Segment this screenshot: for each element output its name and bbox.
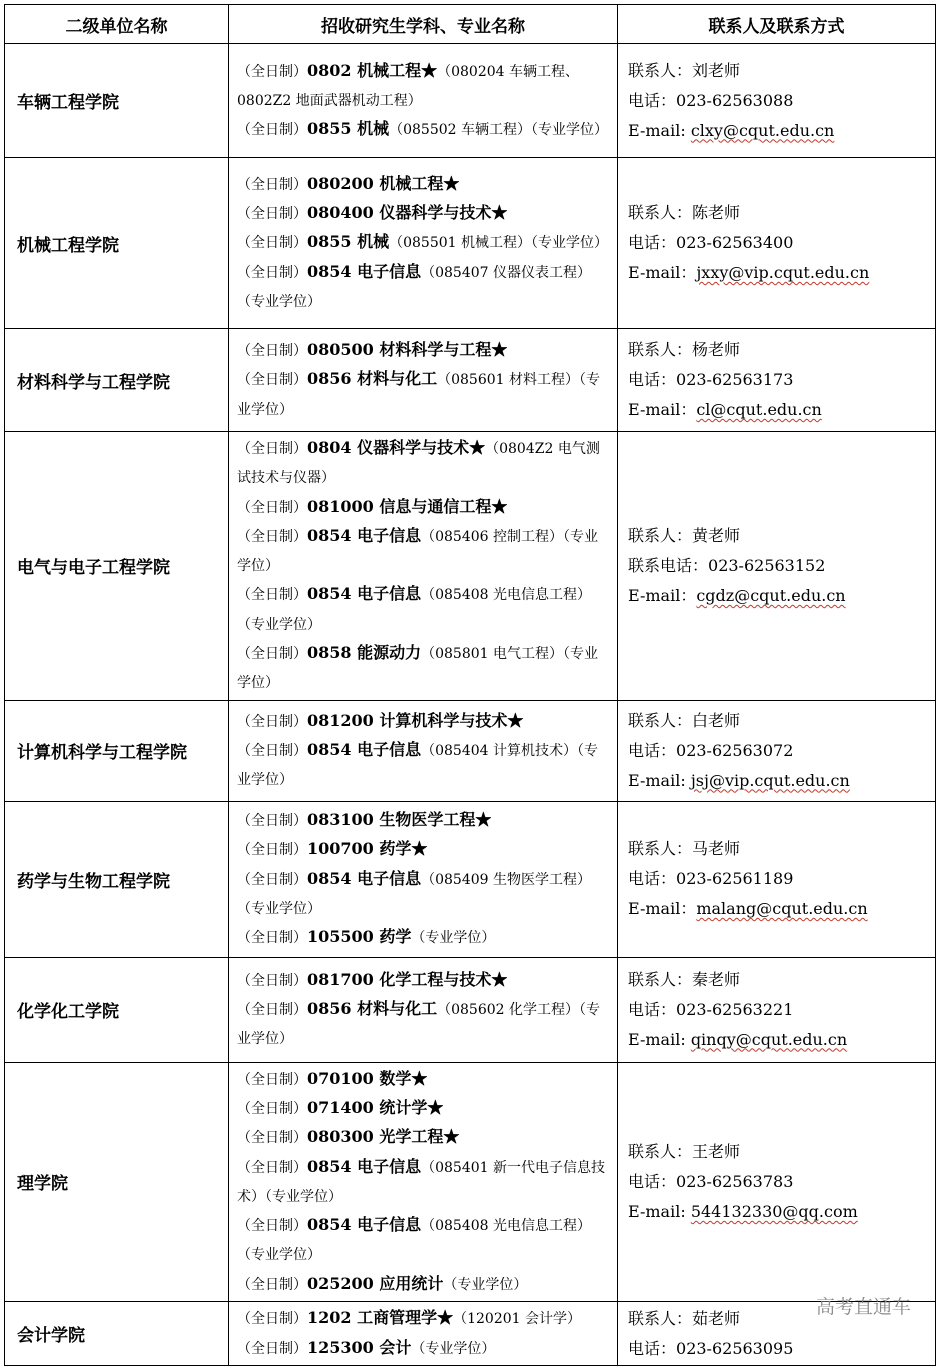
program-main: 081700 化学工程与技术★ [307, 969, 508, 989]
program-mode: （全日制） [237, 972, 307, 989]
unit-name: 材料科学与工程学院 [5, 329, 229, 432]
program-item [237, 580, 611, 639]
program-mode: （全日制） [237, 1340, 307, 1357]
program-main: 0804 仪器科学与技术★ [307, 438, 486, 457]
phone-number: 023-62563221 [676, 999, 794, 1019]
table-row [5, 329, 936, 432]
email-label: E-mail: [628, 1029, 691, 1049]
program-main: 0855 机械 [307, 232, 390, 252]
phone-number: 023-62563088 [676, 90, 794, 110]
program-note: （085408 光电信息工程）（专业学位） [237, 587, 592, 633]
email-label: E-mail： [628, 585, 697, 605]
program-list [229, 1062, 618, 1301]
program-list [229, 44, 618, 158]
program-main: 0854 电子信息 [307, 584, 422, 604]
email-address[interactable]: malang@cqut.edu.cn [696, 899, 868, 919]
program-note: （085406 控制工程）（专业学位） [237, 528, 599, 575]
program-main: 0856 材料与化工 [307, 999, 438, 1019]
contact-person: 联系人：秦老师 [628, 969, 741, 989]
program-main: 025200 应用统计 [307, 1273, 444, 1293]
program-mode: （全日制） [237, 528, 307, 545]
program-main: 070100 数学★ [307, 1068, 428, 1088]
contact-cell [618, 329, 936, 432]
program-item [237, 1153, 611, 1212]
program-list [229, 432, 618, 701]
contact-email-line [628, 581, 935, 611]
program-list [229, 1302, 618, 1366]
email-address[interactable]: clxy@cqut.edu.cn [690, 120, 835, 140]
program-mode: （全日制） [237, 1130, 307, 1147]
program-main: 083100 生物医学工程★ [307, 809, 492, 829]
program-main: 0802 机械工程★ [307, 60, 438, 80]
program-note: （085502 车辆工程）（专业学位） [389, 122, 609, 139]
table-row [5, 957, 936, 1062]
email-address[interactable]: cl@cqut.edu.cn [696, 400, 822, 419]
program-mode: （全日制） [237, 499, 307, 516]
contact-cell [618, 44, 936, 158]
email-label: E-mail: [628, 120, 691, 140]
program-list [229, 158, 618, 329]
unit-name: 理学院 [5, 1062, 229, 1301]
program-main: 105500 药学 [307, 927, 412, 947]
program-main: 0854 电子信息 [307, 1156, 422, 1176]
program-note: （085408 光电信息工程）（专业学位） [237, 1218, 592, 1264]
program-note: （085801 电气工程）（专业学位） [237, 646, 599, 692]
program-mode: （全日制） [237, 587, 307, 604]
program-main: 0854 电子信息 [307, 1215, 422, 1235]
contact-phone-line [628, 228, 935, 258]
program-main: 071400 统计学★ [307, 1097, 444, 1117]
program-mode: （全日制） [237, 1311, 307, 1328]
contact-phone-line [628, 1334, 935, 1364]
phone-label: 电话： [628, 370, 677, 389]
contact-email-line [628, 766, 935, 796]
phone-number: 023-62563400 [676, 233, 794, 252]
program-item [237, 1123, 611, 1152]
program-mode: （全日制） [237, 1071, 307, 1088]
program-main: 0855 机械 [307, 119, 390, 139]
email-address[interactable]: jxxy@vip.cqut.edu.cn [696, 263, 870, 282]
contact-cell [618, 700, 936, 801]
program-item [237, 522, 611, 581]
program-item [237, 835, 611, 864]
table-row [5, 700, 936, 801]
program-item [237, 1304, 611, 1333]
watermark: 高考直通车 [815, 1296, 911, 1318]
program-item [237, 1270, 611, 1299]
program-note: （085601 材料工程）（专业学位） [237, 372, 601, 418]
email-address[interactable]: 544132330@qq.com [690, 1201, 858, 1221]
program-mode: （全日制） [237, 812, 307, 829]
phone-label: 电话： [628, 869, 677, 889]
unit-name: 电气与电子工程学院 [5, 432, 229, 701]
program-item [237, 865, 611, 924]
program-mode: （全日制） [237, 1100, 307, 1117]
unit-name: 药学与生物工程学院 [5, 801, 229, 957]
program-mode: （全日制） [237, 441, 307, 457]
phone-label: 电话： [628, 1171, 677, 1191]
program-mode: （全日制） [237, 176, 307, 193]
program-item [237, 258, 611, 317]
program-item [237, 57, 611, 116]
header-contact: 联系人及联系方式 [618, 5, 936, 44]
contact-person: 联系人：陈老师 [628, 203, 741, 222]
phone-label: 电话： [628, 999, 677, 1019]
program-item [237, 1065, 611, 1094]
program-note: （专业学位） [411, 930, 496, 947]
program-note: （085404 计算机技术）（专业学位） [237, 743, 599, 789]
contact-phone-line [628, 864, 935, 894]
program-mode: （全日制） [237, 871, 307, 888]
phone-number: 023-62563072 [676, 740, 794, 760]
program-main: 125300 会计 [307, 1337, 412, 1357]
program-item [237, 434, 611, 493]
admissions-table [4, 4, 936, 1366]
phone-label: 电话： [628, 90, 677, 110]
contact-cell [618, 801, 936, 957]
program-main: 0854 电子信息 [307, 740, 422, 760]
table-row [5, 1062, 936, 1301]
header-programs: 招收研究生学科、专业名称 [229, 5, 618, 44]
email-address[interactable]: qinqy@cqut.edu.cn [690, 1029, 848, 1049]
contact-email-line [628, 395, 935, 425]
program-note: （085401 新一代电子信息技术）（专业学位） [237, 1159, 606, 1205]
program-main: 0858 能源动力 [307, 643, 422, 663]
contact-phone-line [628, 1167, 935, 1197]
contact-person: 联系人：马老师 [628, 839, 741, 859]
program-item [237, 228, 611, 257]
table-row [5, 1302, 936, 1366]
table-row [5, 158, 936, 329]
contact-email-line [628, 894, 935, 924]
program-mode: （全日制） [237, 264, 307, 281]
contact-person: 联系人：杨老师 [628, 340, 741, 359]
contact-cell [618, 1062, 936, 1301]
email-label: E-mail： [628, 899, 697, 919]
phone-number: 023-62563783 [676, 1171, 794, 1191]
program-note: （专业学位） [411, 1340, 496, 1357]
program-item [237, 336, 611, 365]
program-item [237, 1211, 611, 1270]
phone-number: 023-62563095 [676, 1338, 794, 1358]
contact-email-line [628, 1025, 935, 1055]
table-row [5, 801, 936, 957]
program-note: （085407 仪器仪表工程）（专业学位） [237, 264, 592, 310]
program-note: （085602 化学工程）（专业学位） [237, 1002, 601, 1048]
header-row [5, 5, 936, 44]
program-item [237, 1334, 611, 1363]
unit-name: 化学化工学院 [5, 957, 229, 1062]
program-item [237, 1094, 611, 1123]
contact-phone-line [628, 736, 935, 766]
program-note: （120201 会计学） [453, 1311, 582, 1328]
program-note: （085501 机械工程）（专业学位） [389, 235, 609, 252]
phone-label: 电话： [628, 1338, 677, 1358]
contact-phone-line [628, 995, 935, 1025]
program-main: 080400 仪器科学与技术★ [307, 203, 508, 223]
program-main: 081200 计算机科学与技术★ [307, 710, 524, 730]
program-mode: （全日制） [237, 206, 307, 223]
phone-label: 联系电话： [628, 555, 709, 575]
contact-person: 联系人：刘老师 [628, 60, 741, 80]
program-item [237, 365, 611, 424]
table-row [5, 432, 936, 701]
unit-name: 车辆工程学院 [5, 44, 229, 158]
contact-person: 联系人：茹老师 [628, 1308, 741, 1328]
program-main: 0856 材料与化工 [307, 369, 438, 389]
contact-email-line [628, 116, 935, 146]
program-item [237, 170, 611, 199]
program-item [237, 736, 611, 795]
program-note: （080204 车辆工程、0802Z2 地面武器机动工程） [237, 63, 580, 109]
phone-number: 023-62563173 [676, 370, 794, 389]
program-list [229, 329, 618, 432]
program-mode: （全日制） [237, 1002, 307, 1019]
phone-label: 电话： [628, 233, 677, 252]
program-main: 080500 材料科学与工程★ [307, 340, 508, 360]
program-mode: （全日制） [237, 713, 307, 730]
program-item [237, 493, 611, 522]
program-item [237, 707, 611, 736]
email-label: E-mail： [628, 263, 697, 282]
contact-email-line [628, 1197, 935, 1227]
email-address[interactable]: jsj@vip.cqut.edu.cn [690, 770, 850, 790]
program-list [229, 801, 618, 957]
phone-number: 023-62563152 [708, 555, 826, 575]
unit-name: 会计学院 [5, 1302, 229, 1366]
contact-phone-line [628, 86, 935, 116]
program-note: （085409 生物医学工程）（专业学位） [237, 871, 592, 917]
contact-person: 联系人：黄老师 [628, 525, 741, 545]
email-label: E-mail: [628, 1201, 691, 1221]
header-unit: 二级单位名称 [5, 5, 229, 44]
program-mode: （全日制） [237, 122, 307, 139]
program-main: 081000 信息与通信工程★ [307, 496, 508, 516]
program-mode: （全日制） [237, 743, 307, 760]
program-main: 080300 光学工程★ [307, 1127, 460, 1147]
program-mode: （全日制） [237, 1159, 307, 1176]
phone-label: 电话： [628, 740, 677, 760]
program-item [237, 995, 611, 1054]
contact-person: 联系人：王老师 [628, 1141, 741, 1161]
program-main: 0854 电子信息 [307, 261, 422, 281]
program-main: 0854 电子信息 [307, 525, 422, 545]
program-main: 0854 电子信息 [307, 868, 422, 888]
program-mode: （全日制） [237, 842, 307, 859]
program-mode: （全日制） [237, 1218, 307, 1235]
phone-number: 023-62561189 [676, 869, 794, 889]
email-label: E-mail: [628, 770, 691, 790]
table-row [5, 44, 936, 158]
unit-name: 机械工程学院 [5, 158, 229, 329]
program-list [229, 700, 618, 801]
contact-person: 联系人：白老师 [628, 710, 741, 730]
program-item [237, 966, 611, 995]
program-mode: （全日制） [237, 646, 307, 663]
contact-cell [618, 957, 936, 1062]
program-mode: （全日制） [237, 1276, 307, 1293]
email-address[interactable]: cgdz@cqut.edu.cn [696, 585, 846, 605]
contact-email-line [628, 258, 935, 288]
program-mode: （全日制） [237, 343, 307, 360]
program-mode: （全日制） [237, 235, 307, 252]
contact-cell [618, 432, 936, 701]
program-note: （0804Z2 电气测试技术与仪器） [237, 441, 600, 487]
contact-phone-line [628, 551, 935, 581]
program-item [237, 923, 611, 952]
program-mode: （全日制） [237, 930, 307, 947]
program-main: 100700 药学★ [307, 839, 428, 859]
program-item [237, 115, 611, 144]
program-note: （专业学位） [443, 1276, 528, 1293]
program-mode: （全日制） [237, 63, 307, 80]
program-main: 080200 机械工程★ [307, 173, 460, 193]
program-item [237, 639, 611, 698]
program-item [237, 806, 611, 835]
contact-cell [618, 158, 936, 329]
program-item [237, 199, 611, 228]
unit-name: 计算机科学与工程学院 [5, 700, 229, 801]
program-main: 1202 工商管理学★ [307, 1308, 454, 1328]
program-mode: （全日制） [237, 372, 307, 389]
contact-phone-line [628, 365, 935, 395]
email-label: E-mail： [628, 400, 697, 419]
program-list [229, 957, 618, 1062]
